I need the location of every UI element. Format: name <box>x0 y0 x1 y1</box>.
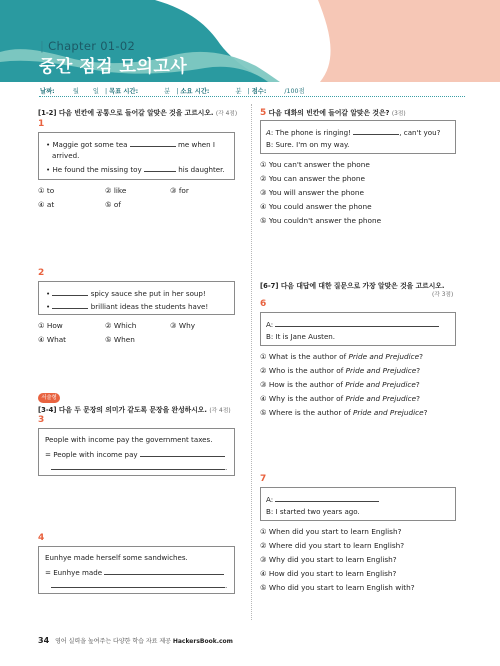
q1-option-5[interactable]: ⑤ of <box>105 200 121 209</box>
question-7-box <box>260 487 456 521</box>
instruction-3-4-points: (각 4점) <box>209 408 231 414</box>
question-4-number: 4 <box>38 533 45 543</box>
q5-line-b: B: Sure. I'm on my way. <box>266 140 350 149</box>
q6-option-4-pre: ④ Why is the author of <box>260 394 346 403</box>
q6-option-5-post: ? <box>423 408 428 417</box>
q4-end: . <box>225 581 228 590</box>
q1-line-1a: • Maggie got some tea <box>46 140 128 149</box>
q6-option-1-post: ? <box>419 352 424 361</box>
q6-option-5[interactable] <box>260 408 428 417</box>
instruction-6-7-points-text: (각 3점) <box>432 292 454 298</box>
q6-option-1[interactable] <box>260 352 423 361</box>
q6-option-1-title: Pride and Prejudice <box>348 352 420 361</box>
instruction-1-2-text: [1-2] 다음 빈칸에 공통으로 들어갈 알맞은 것을 고르시오. <box>38 109 214 117</box>
q6-option-3[interactable] <box>260 380 420 389</box>
q6-option-2-post: ? <box>416 366 421 375</box>
chapter-bar: | <box>40 39 45 53</box>
target-time-label: 목표 시간: <box>109 88 139 95</box>
q4-line-1: Eunhye made herself some sandwiches. <box>45 553 188 562</box>
footer-text: 영어 실력을 높여주는 다양한 학습 자료 제공 <box>55 638 171 645</box>
q6-option-5-title: Pride and Prejudice <box>353 408 424 417</box>
q6-line-a-label: A: <box>266 320 274 329</box>
question-5-box <box>260 120 456 154</box>
q7-option-1[interactable]: ① When did you start to learn English? <box>260 527 402 536</box>
q4-line-3 <box>51 580 227 590</box>
q6-option-2-title: Pride and Prejudice <box>345 366 417 375</box>
page-number: 34 <box>38 636 50 645</box>
header-banner <box>0 0 500 82</box>
q5-option-2[interactable]: ② You can answer the phone <box>260 174 365 183</box>
q1-option-4[interactable]: ④ at <box>38 200 55 209</box>
q1-line-2b: his daughter. <box>178 165 225 174</box>
instruction-1-2 <box>38 107 237 117</box>
q3-line-2 <box>45 449 225 459</box>
date-label: 날짜: <box>40 88 55 95</box>
q2-option-4[interactable]: ④ What <box>38 335 67 344</box>
q2-option-1[interactable]: ① How <box>38 321 63 330</box>
q2-option-2[interactable]: ② Which <box>105 321 137 330</box>
q7-line-a <box>266 494 379 504</box>
q5-line-a: A: The phone is ringing! , can't you? <box>266 128 441 137</box>
info-row: 날짜: 월 일 | 목표 시간: 분 | 소요 시간: 분 | 점수: /100점 <box>40 88 305 95</box>
q7-line-b: B: I started two years ago. <box>266 507 360 516</box>
q5-option-1[interactable]: ① You can't answer the phone <box>260 160 370 169</box>
question-6-box <box>260 312 456 346</box>
spent-unit: 분 <box>235 88 242 95</box>
q6-option-4-post: ? <box>416 394 420 403</box>
instruction-3-4 <box>38 404 231 414</box>
question-5-number: 5 <box>260 108 267 118</box>
q7-line-a-label: A: <box>266 495 274 504</box>
spent-time-label: 소요 시간: <box>180 88 210 95</box>
q3-line-1: People with income pay the government taxes. <box>45 435 213 444</box>
question-1-number: 1 <box>38 119 45 129</box>
question-3-box <box>38 428 235 476</box>
q6-option-4-title: Pride and Prejudice <box>345 394 417 403</box>
instruction-1-2-points: (각 4점) <box>215 111 238 117</box>
q1-option-1[interactable]: ① to <box>38 186 55 195</box>
q2-line-1: • spicy sauce she put in her soup! <box>46 289 206 298</box>
q5-option-4[interactable]: ④ You could answer the phone <box>260 202 372 211</box>
question-2-number: 2 <box>38 268 45 278</box>
q1-line-1 <box>46 139 215 149</box>
question-4-box <box>38 546 235 594</box>
q3-end: . <box>225 463 228 472</box>
q5-option-5[interactable]: ⑤ You couldn't answer the phone <box>260 216 382 225</box>
q1-option-3[interactable]: ③ for <box>170 186 189 195</box>
question-6-number: 6 <box>260 299 267 309</box>
question-7-number: 7 <box>260 474 267 484</box>
page-title: 중간 점검 모의고사 <box>39 57 188 77</box>
q2-line-2: • brilliant ideas the students have! <box>46 302 209 311</box>
score-total: /100점 <box>284 88 305 95</box>
q6-option-1-pre: ① What is the author of <box>260 352 349 361</box>
q1-option-2[interactable]: ② like <box>105 186 127 195</box>
q6-option-2-pre: ② Who is the author of <box>260 366 346 375</box>
question-5-points: (3점) <box>391 111 406 117</box>
q4-line-2-text: = Eunhye made <box>45 568 103 577</box>
q7-option-2[interactable]: ② Where did you start to learn English? <box>260 541 405 550</box>
q2-line-2-text: brilliant ideas the students have! <box>90 302 209 311</box>
header-divider <box>39 96 465 97</box>
target-unit: 분 <box>164 88 171 95</box>
q1-line-2 <box>46 164 225 174</box>
question-5-instruction: 다음 대화의 빈칸에 들어갈 알맞은 것은? <box>268 109 390 117</box>
q6-option-3-pre: ③ How is the author of <box>260 380 346 389</box>
question-1-box <box>38 132 235 180</box>
q6-line-a <box>266 319 439 329</box>
q5-line-a-post: , can't you? <box>399 128 441 137</box>
column-divider <box>251 104 252 620</box>
essay-badge: 서술형 <box>38 393 60 403</box>
q2-option-5[interactable]: ⑤ When <box>105 335 135 344</box>
instruction-6-7: [6-7] 다음 대답에 대한 질문으로 가장 알맞은 것을 고르시오. <box>260 282 445 290</box>
q2-option-3[interactable]: ③ Why <box>170 321 196 330</box>
q5-option-3[interactable]: ③ You will answer the phone <box>260 188 364 197</box>
chapter-label <box>40 39 135 53</box>
q6-option-3-post: ? <box>415 380 420 389</box>
instruction-6-7-points <box>432 289 453 298</box>
q6-option-3-title: Pride and Prejudice <box>345 380 416 389</box>
chapter-text: Chapter 01-02 <box>48 39 136 53</box>
q6-option-5-pre: ⑤ Where is the author of <box>260 408 353 417</box>
q6-option-2[interactable] <box>260 366 420 375</box>
month-label: 월 <box>72 88 79 95</box>
q1-line-1c: arrived. <box>52 151 80 160</box>
question-3-number: 3 <box>38 415 45 425</box>
q4-line-2 <box>45 567 224 577</box>
q7-option-4[interactable]: ④ How did you start to learn English? <box>260 569 397 578</box>
q1-line-2a: • He found the missing toy <box>46 165 142 174</box>
question-2-box <box>38 281 235 315</box>
footer <box>38 636 233 645</box>
q7-option-3[interactable]: ③ Why did you start to learn English? <box>260 555 397 564</box>
footer-site-link[interactable]: HackersBook.com <box>172 638 233 645</box>
q6-line-b: B: It is Jane Austen. <box>266 332 336 341</box>
q2-line-1-text: spicy sauce she put in her soup! <box>90 289 206 298</box>
instruction-3-4-text: [3-4] 다음 두 문장의 의미가 같도록 문장을 완성하시오. <box>38 406 207 414</box>
q7-option-5[interactable]: ⑤ Who did you start to learn English with? <box>260 583 415 592</box>
q1-line-1b: me when I <box>177 140 216 149</box>
q3-line-3 <box>51 462 227 472</box>
score-label: 점수: <box>251 88 267 95</box>
question-5-header <box>260 107 406 118</box>
q6-option-4[interactable] <box>260 394 420 403</box>
q3-line-2-text: = People with income pay <box>45 450 138 459</box>
day-label: 일 <box>92 88 99 95</box>
